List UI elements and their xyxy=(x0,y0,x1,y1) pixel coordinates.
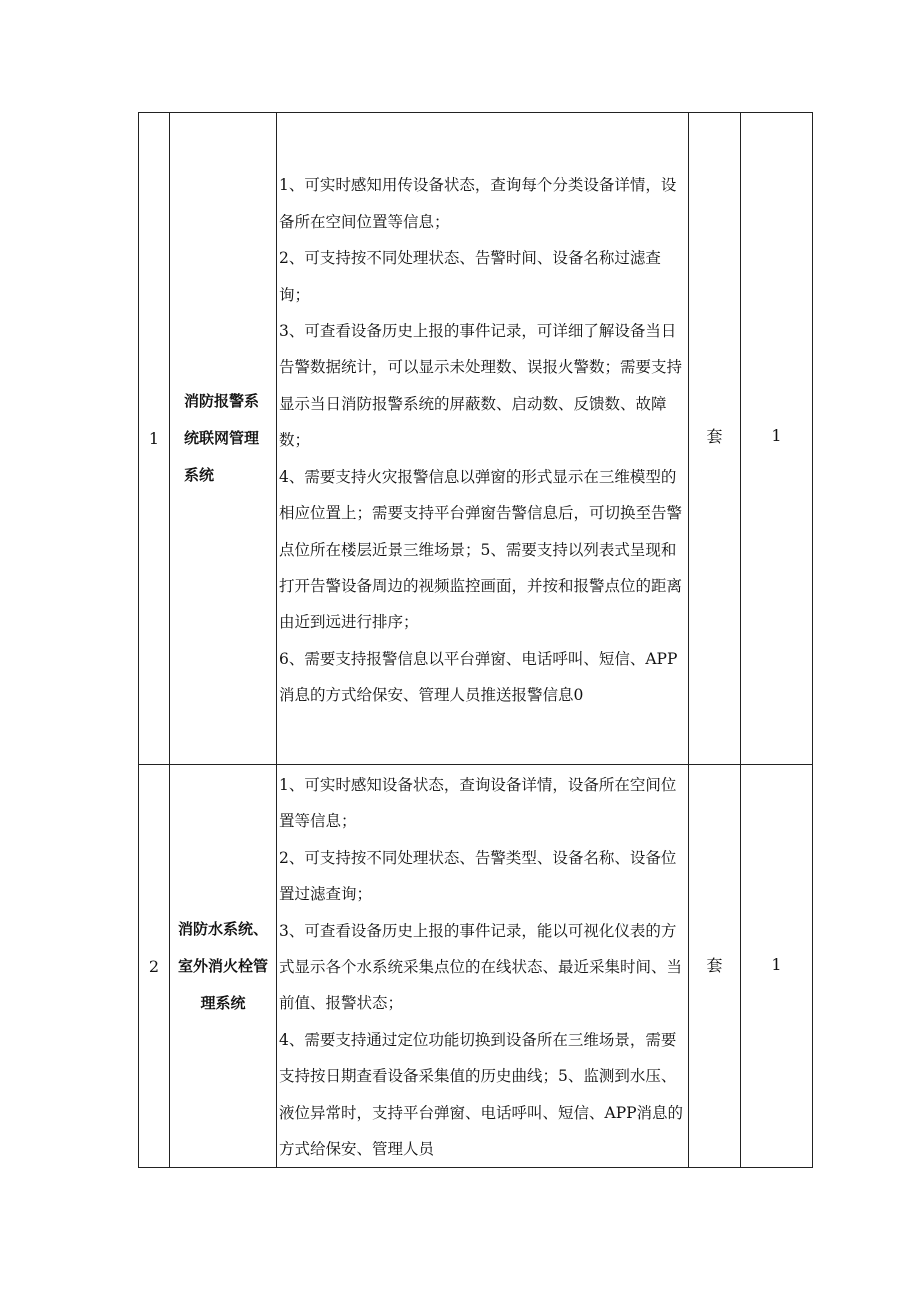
system-name-line: 理系统 xyxy=(200,993,246,1012)
row-index: 1 xyxy=(139,113,170,765)
requirement-item: 1、可实时感知用传设备状态，查询每个分类设备详情，设备所在空间位置等信息； xyxy=(279,176,677,231)
system-name-line: 统联网管理 xyxy=(184,429,260,447)
requirement-item: 4、需要支持火灾报警信息以弹窗的形式显示在三维模型的相应位置上；需要支持平台弹窗告警信息后，可切换至告警点位所在楼层近景三维场景；5、需要支持以列表式呈现和打开告警设备周边的视频监控画面，并按和报警点位的距离由近到远进行排序； xyxy=(279,467,683,632)
requirement-description xyxy=(277,765,689,1168)
requirement-item: 4、需要支持通过定位功能切换到设备所在三维场景，需要支持按日期查看设备采集值的历史曲线；5、监测到水压、液位异常时，支持平台弹窗、电话呼叫、短信、APP消息的方式给保安、管理人员 xyxy=(279,1030,684,1159)
table-row xyxy=(139,113,813,765)
requirement-description xyxy=(277,113,689,765)
quantity-cell: 1 xyxy=(741,765,813,1168)
row-index: 2 xyxy=(139,765,170,1168)
quantity-cell: 1 xyxy=(741,113,813,765)
system-name-line: 消防水系统、 xyxy=(177,919,268,938)
requirement-item: 3、可查看设备历史上报的事件记录，能以可视化仪表的方式显示各个水系统采集点位的在线状态、最近采集时间、当前值、报警状态； xyxy=(279,921,683,1013)
unit-cell: 套 xyxy=(689,765,741,1168)
requirement-item: 2、可支持按不同处理状态、告警类型、设备名称、设备位置过滤查询； xyxy=(279,848,677,904)
requirements-table xyxy=(138,112,813,1168)
requirement-item: 2、可支持按不同处理状态、告警时间、设备名称过滤查询； xyxy=(279,249,661,304)
system-name xyxy=(170,765,277,1168)
system-name-line: 系统 xyxy=(184,466,215,484)
system-name-line: 室外消火栓管 xyxy=(177,956,268,975)
system-name-line: 消防报警系 xyxy=(184,392,260,410)
table-row xyxy=(139,765,813,1168)
unit-cell: 套 xyxy=(689,113,741,765)
requirement-item: 1、可实时感知设备状态，查询设备详情，设备所在空间位置等信息； xyxy=(279,776,677,831)
requirement-item: 3、可查看设备历史上报的事件记录，可详细了解设备当日告警数据统计，可以显示未处理数、误报火警数；需要支持显示当日消防报警系统的屏蔽数、启动数、反馈数、故障数； xyxy=(279,322,683,450)
requirement-item: 6、需要支持报警信息以平台弹窗、电话呼叫、短信、APP消息的方式给保安、管理人员推送报警信息0 xyxy=(279,649,678,705)
system-name xyxy=(170,113,277,765)
